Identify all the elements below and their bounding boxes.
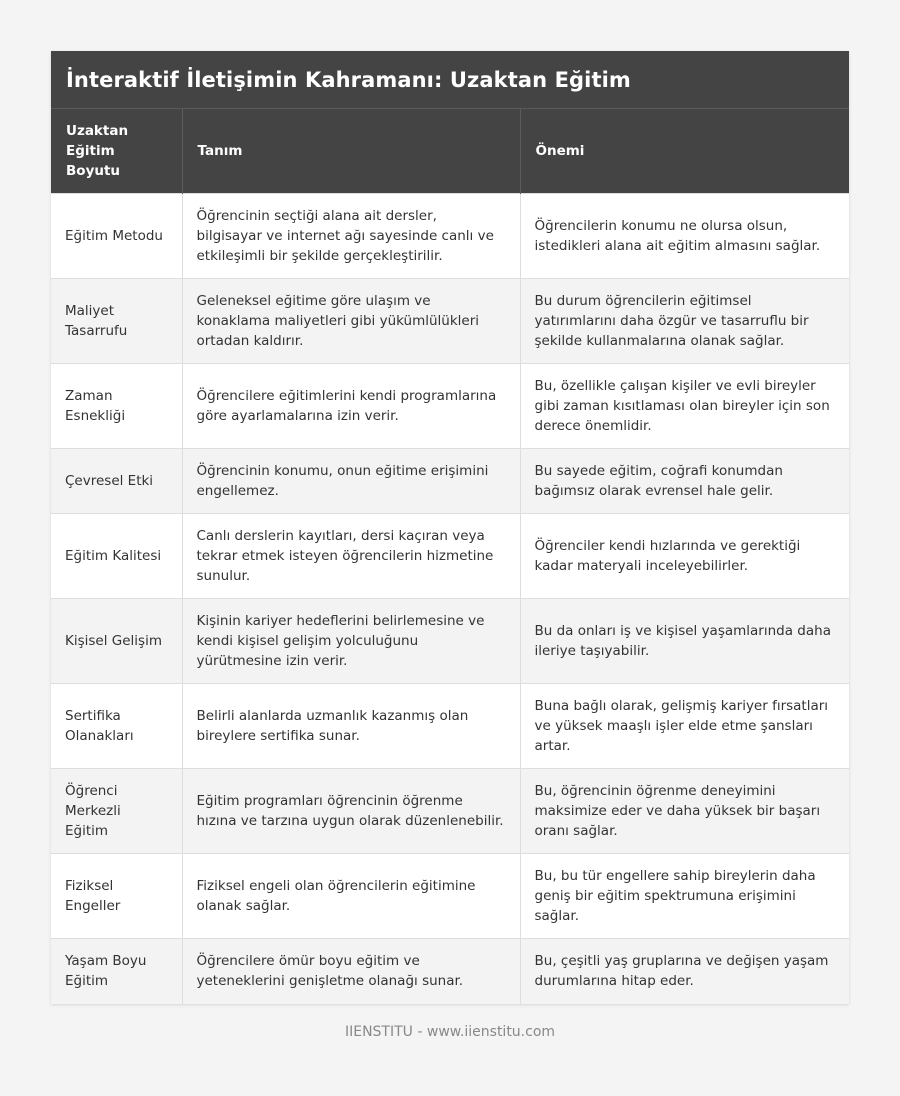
table-body (51, 194, 849, 1004)
column-header-dimension: Uzaktan Eğitim Boyutu (51, 109, 182, 194)
page-title: İnteraktif İletişimin Kahramanı: Uzaktan Eğitim (66, 67, 631, 92)
table-row (51, 279, 849, 364)
row-dimension: Maliyet Tasarrufu (51, 279, 182, 364)
row-definition: Geleneksel eğitime göre ulaşım ve konaklama maliyetleri gibi yükümlülükleri ortadan kaldırır. (182, 279, 520, 364)
row-importance: Buna bağlı olarak, gelişmiş kariyer fırsatları ve yüksek maaşlı işler elde etme şansları artar. (520, 684, 849, 769)
table-header (51, 109, 849, 194)
table-row (51, 854, 849, 939)
title-bar (51, 51, 849, 109)
row-importance: Öğrencilerin konumu ne olursa olsun, istedikleri alana ait eğitim almasını sağlar. (520, 194, 849, 279)
footer-credit: IIENSTITU - www.iienstitu.com (344, 1024, 556, 1040)
row-dimension: Zaman Esnekliği (51, 364, 182, 449)
table-row (51, 599, 849, 684)
row-importance: Bu da onları iş ve kişisel yaşamlarında daha ileriye taşıyabilir. (520, 599, 849, 684)
table-row (51, 449, 849, 514)
table-row (51, 364, 849, 449)
row-importance: Bu, öğrencinin öğrenme deneyimini maksimize eder ve daha yüksek bir başarı oranı sağlar. (520, 769, 849, 854)
row-definition: Öğrencilere eğitimlerini kendi programlarına göre ayarlamalarına izin verir. (182, 364, 520, 449)
content-card (51, 51, 849, 1004)
row-importance: Bu, bu tür engellere sahip bireylerin daha geniş bir eğitim spektrumuna erişimini sağlar. (520, 854, 849, 939)
row-importance: Bu, özellikle çalışan kişiler ve evli bireyler gibi zaman kısıtlaması olan bireyler için son derece önemlidir. (520, 364, 849, 449)
data-table (51, 109, 849, 1004)
row-importance: Bu, çeşitli yaş gruplarına ve değişen yaşam durumlarına hitap eder. (520, 939, 849, 1004)
row-definition: Öğrencinin seçtiği alana ait dersler, bilgisayar ve internet ağı sayesinde canlı ve etkileşimli bir şekilde gerçekleştirilir. (182, 194, 520, 279)
column-header-importance: Önemi (520, 109, 849, 194)
column-header-definition: Tanım (182, 109, 520, 194)
row-importance: Öğrenciler kendi hızlarında ve gerektiği kadar materyali inceleyebilirler. (520, 514, 849, 599)
row-importance: Bu durum öğrencilerin eğitimsel yatırımlarını daha özgür ve tasarruflu bir şekilde kullanmalarına olanak sağlar. (520, 279, 849, 364)
row-dimension: Yaşam Boyu Eğitim (51, 939, 182, 1004)
row-dimension: Kişisel Gelişim (51, 599, 182, 684)
row-dimension: Eğitim Kalitesi (51, 514, 182, 599)
table-row (51, 514, 849, 599)
row-importance: Bu sayede eğitim, coğrafi konumdan bağımsız olarak evrensel hale gelir. (520, 449, 849, 514)
row-definition: Canlı derslerin kayıtları, dersi kaçıran veya tekrar etmek isteyen öğrencilerin hizmetine sunulur. (182, 514, 520, 599)
table-row (51, 939, 849, 1004)
row-dimension: Sertifika Olanakları (51, 684, 182, 769)
row-dimension: Fiziksel Engeller (51, 854, 182, 939)
row-definition: Eğitim programları öğrencinin öğrenme hızına ve tarzına uygun olarak düzenlenebilir. (182, 769, 520, 854)
row-definition: Belirli alanlarda uzmanlık kazanmış olan bireylere sertifika sunar. (182, 684, 520, 769)
row-dimension: Çevresel Etki (51, 449, 182, 514)
table-row (51, 684, 849, 769)
table-row (51, 194, 849, 279)
row-definition: Öğrencinin konumu, onun eğitime erişimini engellemez. (182, 449, 520, 514)
row-definition: Kişinin kariyer hedeflerini belirlemesine ve kendi kişisel gelişim yolculuğunu yürütmesine izin verir. (182, 599, 520, 684)
row-definition: Öğrencilere ömür boyu eğitim ve yeteneklerini genişletme olanağı sunar. (182, 939, 520, 1004)
row-dimension: Öğrenci Merkezli Eğitim (51, 769, 182, 854)
row-definition: Fiziksel engeli olan öğrencilerin eğitimine olanak sağlar. (182, 854, 520, 939)
table-row (51, 769, 849, 854)
row-dimension: Eğitim Metodu (51, 194, 182, 279)
